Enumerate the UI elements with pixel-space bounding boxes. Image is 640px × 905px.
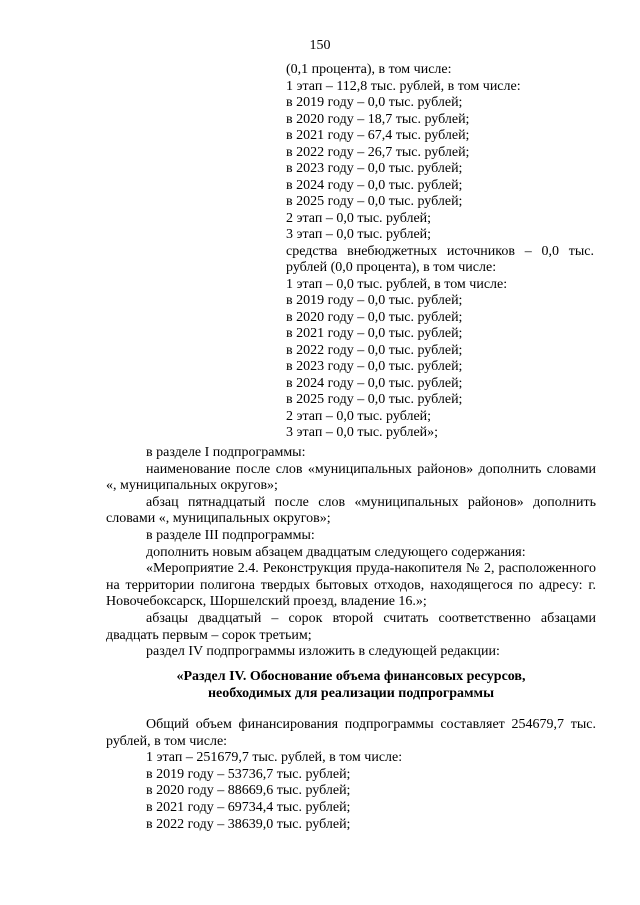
paragraph: 1 этап – 251679,7 тыс. рублей, в том числе:	[146, 750, 403, 766]
text-line: в 2025 году – 0,0 тыс. рублей;	[286, 194, 463, 209]
financing-text	[106, 717, 596, 833]
paragraph: «Мероприятие 2.4. Реконструкция пруда-накопителя № 2, расположенного на территории полигона твердых бытовых отходов, находящегося по адресу: г. Новочебоксарск, Шоршелский проезд, владение 16.»;	[106, 561, 596, 610]
page-number: 150	[309, 38, 331, 53]
text-line: в 2023 году – 0,0 тыс. рублей;	[286, 161, 463, 176]
text-line: 3 этап – 0,0 тыс. рублей;	[286, 227, 432, 242]
text-line: в 2020 году – 0,0 тыс. рублей;	[286, 309, 463, 325]
paragraph: в 2021 году – 69734,4 тыс. рублей;	[146, 799, 351, 815]
text-line: (0,1 процента), в том числе:	[286, 62, 452, 77]
text-line: в 2019 году – 0,0 тыс. рублей;	[286, 293, 463, 308]
text-line: 2 этап – 0,0 тыс. рублей;	[286, 408, 432, 424]
paragraph: в разделе III подпрограммы:	[146, 527, 315, 543]
section-heading	[106, 669, 596, 702]
text-line: 1 этап – 112,8 тыс. рублей, в том числе:	[286, 78, 521, 94]
paragraph: абзац пятнадцатый после слов «муниципальных районов» дополнить словами «, муниципальных округов»;	[106, 494, 596, 527]
text-line: 2 этап – 0,0 тыс. рублей;	[286, 210, 432, 226]
funding-breakdown-column	[286, 62, 594, 442]
text-line: 1 этап – 0,0 тыс. рублей, в том числе:	[286, 276, 508, 292]
paragraph: раздел IV подпрограммы изложить в следующей редакции:	[146, 644, 500, 660]
paragraph: в 2020 году – 88669,6 тыс. рублей;	[146, 783, 351, 799]
paragraph: Общий объем финансирования подпрограммы составляет 254679,7 тыс. рублей, в том числе:	[106, 717, 596, 749]
text-line: в 2025 году – 0,0 тыс. рублей;	[286, 392, 463, 407]
text-line: в 2022 году – 26,7 тыс. рублей;	[286, 144, 470, 160]
amendments-text	[106, 445, 596, 661]
section-heading-line: необходимых для реализации подпрограммы	[207, 685, 495, 701]
paragraph: абзацы двадцатый – сорок второй считать соответственно абзацами двадцать первым – сорок третьим;	[106, 610, 596, 643]
text-line: в 2023 году – 0,0 тыс. рублей;	[286, 359, 463, 374]
paragraph: наименование после слов «муниципальных районов» дополнить словами «, муниципальных округов»;	[106, 461, 596, 494]
text-line: в 2021 году – 67,4 тыс. рублей;	[286, 128, 470, 143]
paragraph: в 2022 году – 38639,0 тыс. рублей;	[146, 816, 351, 832]
text-line: в 2024 году – 0,0 тыс. рублей;	[286, 375, 463, 391]
paragraph: в разделе I подпрограммы:	[146, 445, 306, 460]
text-line: в 2021 году – 0,0 тыс. рублей;	[286, 326, 463, 341]
text-line: в 2019 году – 0,0 тыс. рублей;	[286, 95, 463, 110]
text-line: средства внебюджетных источников – 0,0 тыс.	[286, 243, 594, 259]
paragraph: в 2019 году – 53736,7 тыс. рублей;	[146, 766, 351, 782]
paragraph: дополнить новым абзацем двадцатым следующего содержания:	[146, 544, 526, 560]
section-heading-line: «Раздел IV. Обоснование объема финансовых ресурсов,	[176, 669, 526, 684]
text-line: в 2024 году – 0,0 тыс. рублей;	[286, 177, 463, 193]
text-line: в 2020 году – 18,7 тыс. рублей;	[286, 111, 470, 127]
text-line: рублей (0,0 процента), в том числе:	[286, 260, 497, 275]
text-line: в 2022 году – 0,0 тыс. рублей;	[286, 342, 463, 358]
text-line: 3 этап – 0,0 тыс. рублей»;	[286, 425, 439, 440]
